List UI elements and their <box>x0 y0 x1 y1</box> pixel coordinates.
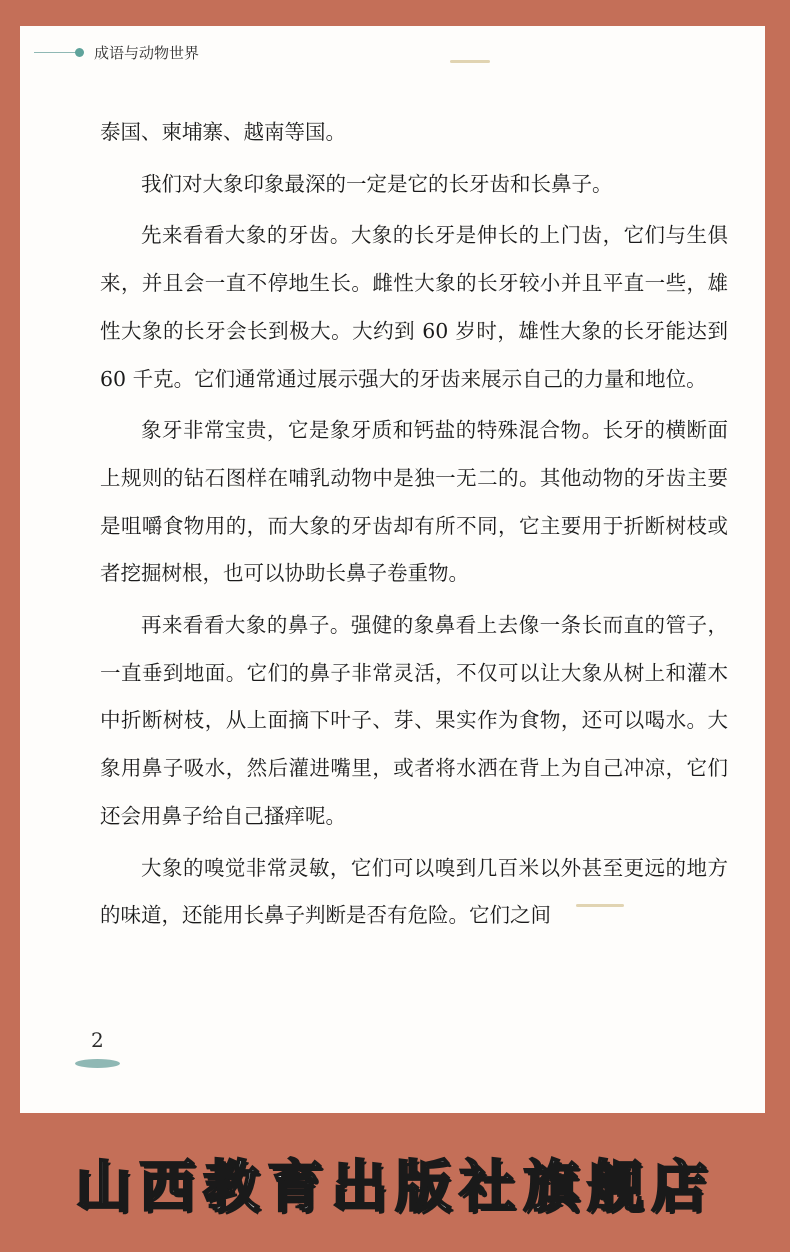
store-name: 山西教育出版社旗舰店 <box>75 1154 715 1220</box>
paragraph: 再来看看大象的鼻子。强健的象鼻看上去像一条长而直的管子，一直垂到地面。它们的鼻子非常灵活，不仅可以让大象从树上和灌木中折断树枝，从上面摘下叶子、芽、果实作为食物，还可以喝水。大象用鼻子吸水，然后灌进嘴里，或者将水洒在背上为自己冲凉，它们还会用鼻子给自己搔痒呢。 <box>100 613 728 828</box>
paragraph: 我们对大象印象最深的一定是它的长牙齿和长鼻子。 <box>141 171 613 196</box>
paragraph: 象牙非常宝贵，它是象牙质和钙盐的特殊混合物。长牙的横断面上规则的钻石图样在哺乳动物中是独一无二的。其他动物的牙齿主要是咀嚼食物用的，而大象的牙齿却有所不同，它主要用于折断树枝或者挖掘树根，也可以协助长鼻子卷重物。 <box>100 418 728 586</box>
chapter-title: 成语与动物世界 <box>94 44 200 62</box>
body-text <box>100 109 728 944</box>
book-page <box>20 26 765 1113</box>
paragraph: 泰国、柬埔寨、越南等国。 <box>100 120 346 144</box>
paragraph: 大象的嗅觉非常灵敏，它们可以嗅到几百米以外甚至更远的地方的味道，还能用长鼻子判断是否有危险。它们之间 <box>100 855 728 928</box>
header-dot-icon <box>75 48 84 57</box>
store-banner <box>0 1113 790 1252</box>
page-number-decoration <box>75 1059 120 1068</box>
header-rule <box>34 52 80 53</box>
page-number: 2 <box>91 1028 104 1052</box>
running-header <box>20 26 765 86</box>
paragraph: 先来看看大象的牙齿。大象的长牙是伸长的上门齿，它们与生俱来，并且会一直不停地生长。雌性大象的长牙较小并且平直一些，雄性大象的长牙会长到极大。大约到 60 岁时，雄性大象的长牙能达到 60 千克。它们通常通过展示强大的牙齿来展示自己的力量和地位。 <box>100 223 728 391</box>
paper-smudge <box>450 60 490 63</box>
